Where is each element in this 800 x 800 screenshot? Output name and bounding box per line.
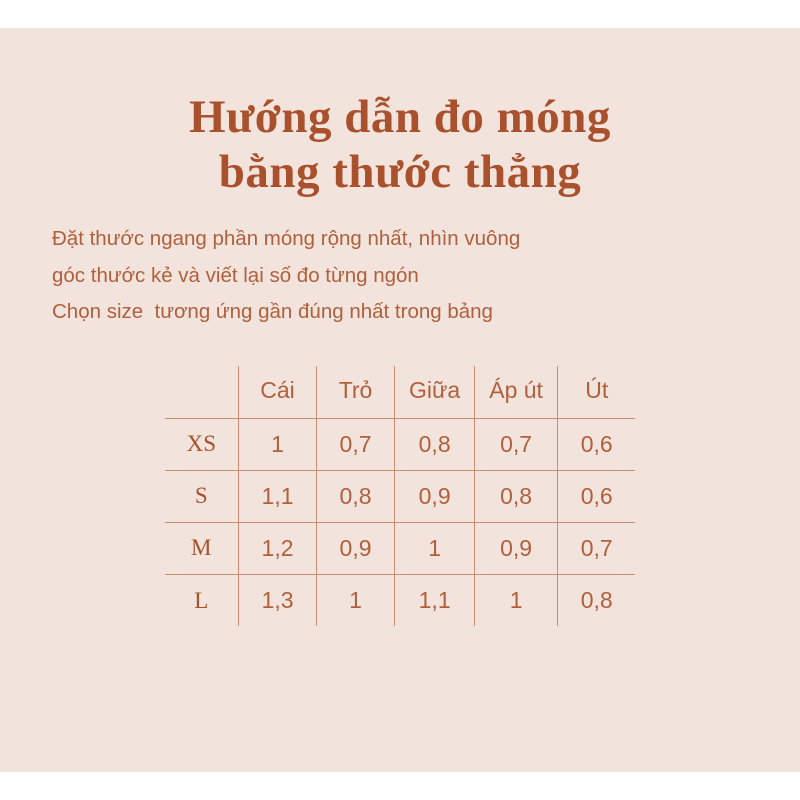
- row-label-xs: XS: [165, 418, 239, 470]
- table-row: [165, 574, 636, 626]
- cell-l-pinky: 0,8: [557, 574, 635, 626]
- table-row: [165, 522, 636, 574]
- title-block: [0, 28, 800, 199]
- cell-m-pinky: 0,7: [557, 522, 635, 574]
- table-row: [165, 470, 636, 522]
- cell-xs-ring: 0,7: [475, 418, 558, 470]
- cell-m-ring: 0,9: [475, 522, 558, 574]
- instructions: [52, 221, 800, 330]
- cell-s-ring: 0,8: [475, 470, 558, 522]
- table-header-row: [165, 366, 636, 418]
- cell-l-middle: 1,1: [395, 574, 475, 626]
- cell-m-index: 0,9: [317, 522, 395, 574]
- cell-xs-pinky: 0,6: [557, 418, 635, 470]
- row-label-s: S: [165, 470, 239, 522]
- cell-xs-index: 0,7: [317, 418, 395, 470]
- cell-s-index: 0,8: [317, 470, 395, 522]
- cell-s-pinky: 0,6: [557, 470, 635, 522]
- size-table-wrapper: [0, 366, 800, 626]
- cell-l-ring: 1: [475, 574, 558, 626]
- page-title-line-2: bằng thước thẳng: [218, 145, 582, 198]
- guide-card: [0, 28, 800, 772]
- instruction-line-2: góc thước kẻ và viết lại số đo từng ngón: [52, 263, 419, 287]
- cell-xs-middle: 0,8: [395, 418, 475, 470]
- cell-s-middle: 0,9: [395, 470, 475, 522]
- instruction-line-3: Chọn size tương ứng gần đúng nhất trong bảng: [52, 300, 493, 323]
- column-header-thumb: Cái: [239, 366, 317, 418]
- page-title-line-1: Hướng dẫn đo móng: [189, 91, 611, 143]
- size-table-head: [165, 366, 636, 418]
- cell-l-thumb: 1,3: [239, 574, 317, 626]
- table-row: [165, 418, 636, 470]
- size-table: [165, 366, 636, 626]
- cell-s-thumb: 1,1: [239, 470, 317, 522]
- column-header-ring: Áp út: [475, 366, 558, 418]
- column-header-pinky: Út: [557, 366, 635, 418]
- row-label-m: M: [165, 522, 239, 574]
- cell-xs-thumb: 1: [239, 418, 317, 470]
- cell-m-thumb: 1,2: [239, 522, 317, 574]
- cell-m-middle: 1: [395, 522, 475, 574]
- size-table-body: [165, 418, 636, 626]
- cell-l-index: 1: [317, 574, 395, 626]
- table-corner-cell: [165, 366, 239, 418]
- column-header-middle: Giữa: [395, 366, 475, 418]
- row-label-l: L: [165, 574, 239, 626]
- column-header-index: Trỏ: [317, 366, 395, 418]
- instruction-line-1: Đặt thước ngang phần móng rộng nhất, nhìn vuông: [52, 227, 521, 251]
